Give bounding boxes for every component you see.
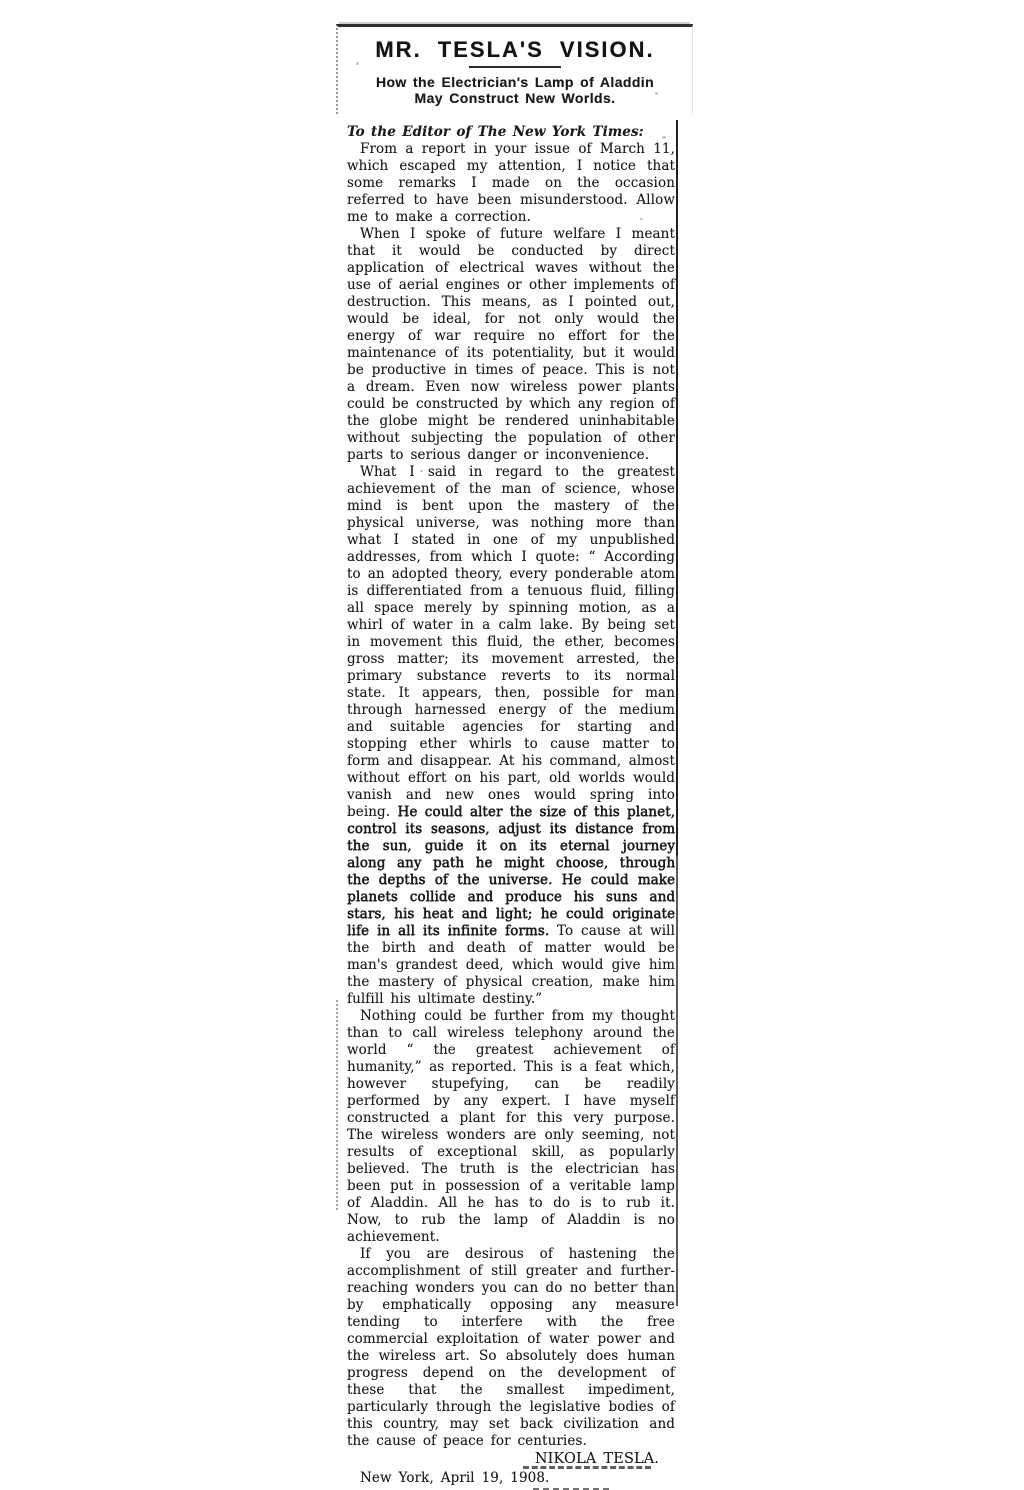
scan-speckle: [620, 46, 624, 49]
article-column: [347, 124, 675, 1490]
paragraph-4: Nothing could be further from my thought than to call wireless telephony around the world “ the greatest achievement of humanity,” as reported. This is a feat which, however stupefying, can be readily performed by any expert. I have myself constructed a plant for this very purpose. The wireless wonders are only seeming, not results of exceptional skill, as popularly believed. The truth is the electrician has been put in possession of a veritable lamp of Aladdin. All he has to do is to rub it. Now, to rub the lamp of Aladdin is no achievement.: [347, 1008, 675, 1245]
paragraph-3-end: To cause at will the birth and death of matter would be man's grandest deed, which would give him the mastery of physical creation, make him fulfill his ultimate destiny.”: [347, 923, 675, 1007]
masthead: [336, 24, 693, 114]
scan-speckle: [420, 470, 423, 472]
scan-speckle: [655, 92, 658, 95]
paragraph-2: When I spoke of future welfare I meant that it would be conducted by direct application of electrical waves without the use of aerial engines or other implements of destruction. This means, as I pointed out, would be ideal, for not only would the energy of war require no effort for the maintenance of its potentiality, but it would be productive in times of peace. This is not a dream. Even now wireless power plants could be constructed by which any region of the globe might be rendered uninhabitable without subjecting the population of other parts to serious danger or inconvenience.: [347, 226, 675, 463]
article-headline: MR. TESLA'S VISION.: [375, 37, 655, 62]
paragraph-3-start: What I said in regard to the greatest achievement of the man of science, whose mind is bent upon the mastery of the physical universe, was nothing more than what I stated in one of my unpublished addresses, from which I quote: “ According to an adopted theory, every ponderable atom is differentiated from a tenuous fluid, filling all space merely by spinning motion, as a whirl of water in a calm lake. By being set in movement this fluid, the ether, becomes gross matter; its movement arrested, the primary substance reverts to its normal state. It appears, then, possible for man through harnessed energy of the medium and suitable agencies for starting and stopping ether whirls to cause matter to form and disappear. At his command, almost without effort on his part, old worlds would vanish and new ones would spring into being.: [347, 464, 675, 820]
scan-speckle: [356, 62, 359, 65]
column-left-edge-marks: [336, 1000, 338, 1210]
salutation: To the Editor of The New York Times:: [347, 124, 644, 140]
scan-speckle: [662, 136, 666, 139]
signature: NIKOLA TESLA.: [534, 1451, 659, 1467]
column-divider-rule: [676, 120, 678, 1306]
subtitle-line-2: May Construct New Worlds.: [414, 90, 616, 106]
scan-speckle: [636, 1283, 639, 1286]
paragraph-3: [347, 464, 675, 1008]
headline-rule: [469, 66, 561, 68]
scan-speckle: [600, 520, 603, 522]
scan-speckle: [640, 218, 643, 220]
paragraph-3-heavy-ink: He could alter the size of this planet, control its seasons, adjust its distance from the sun, guide it on its eternal journey along any path he might choose, through the depths of the universe. He could make planets collide and produce his suns and stars, his heat and light; he could originate life in all its infinite forms.: [347, 804, 675, 939]
subtitle-line-1: How the Electrician's Lamp of Aladdin: [375, 74, 655, 90]
paragraph-5: If you are desirous of hastening the accomplishment of still greater and further-reaching wonders you can do no better than by emphatically opposing any measure tending to interfere with the free commercial exploitation of water power and the wireless art. So absolutely does human progress depend on the development of these that the smallest impediment, particularly through the legislative bodies of this country, may set back civilization and the cause of peace for centuries.: [347, 1246, 675, 1449]
paragraph-1: From a report in your issue of March 11, which escaped my attention, I notice that some remarks I made on the occasion referred to have been misunderstood. Allow me to make a correction.: [347, 141, 675, 225]
dateline: New York, April 19, 1908.: [360, 1470, 550, 1486]
